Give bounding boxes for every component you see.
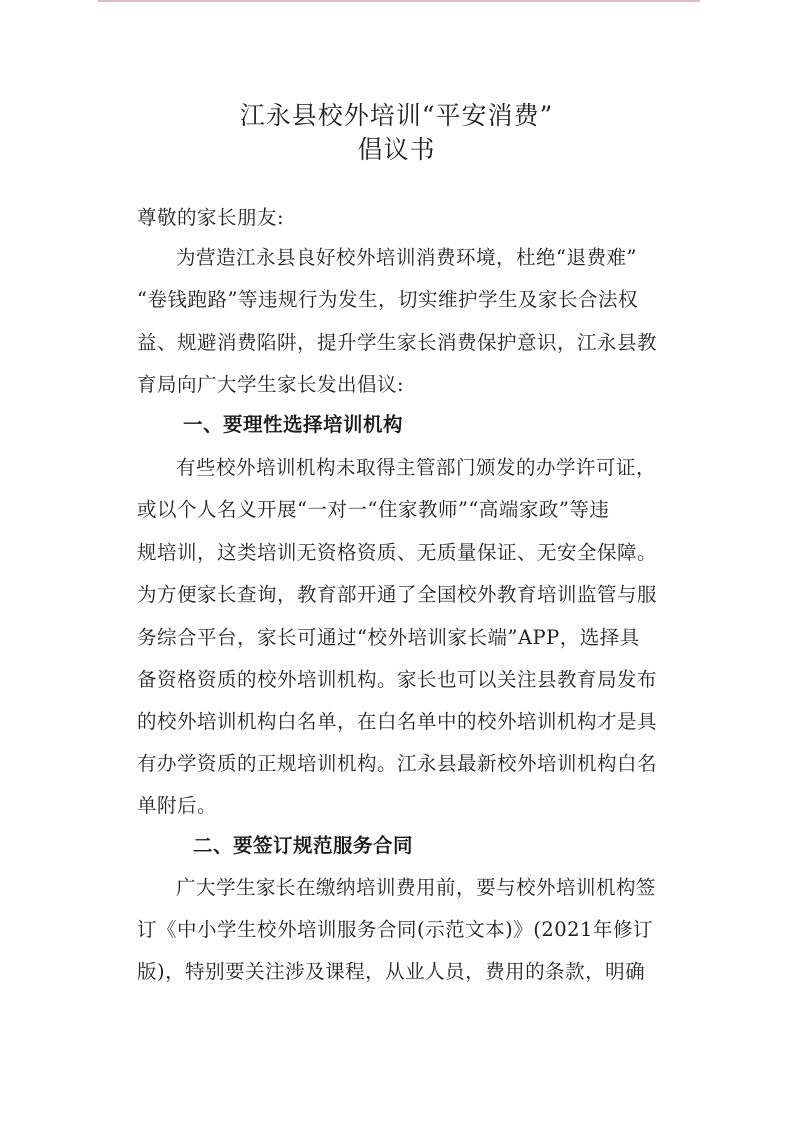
intro-line: 益、规避消费陷阱，提升学生家长消费保护意识，江永县教 <box>137 331 658 354</box>
body-line: 有些校外培训机构未取得主管部门颁发的办学许可证， <box>176 456 657 479</box>
body-line: 务综合平台，家长可通过“校外培训家长端”APP，选择具 <box>137 626 640 649</box>
body-line: 规培训，这类培训无资格资质、无质量保证、无安全保障。 <box>137 541 658 564</box>
section-heading: 二、要签订规范服务合同 <box>193 834 414 857</box>
body-line: 或以个人名义开展“一对一“住家教师”“高端家政”等违 <box>137 498 610 521</box>
document-title: 江永县校外培训“平安消费” <box>239 101 554 130</box>
body-line: 单附后。 <box>137 794 218 817</box>
salutation: 尊敬的家长朋友: <box>137 206 285 229</box>
top-edge-mark <box>98 0 700 2</box>
document-subtitle: 倡议书 <box>357 135 436 164</box>
body-line: 版)，特别要关注涉及课程，从业人员，费用的条款，明确 <box>137 960 646 983</box>
intro-line: 为营造江永县良好校外培训消费环境，杜绝“退费难” <box>176 246 637 269</box>
body-line: 为方便家长查询，教育部开通了全国校外教育培训监管与服 <box>137 583 658 606</box>
intro-line: 育局向广大学生家长发出倡议: <box>137 373 405 396</box>
section-heading: 一、要理性选择培训机构 <box>183 413 404 436</box>
body-line: 有办学资质的正规培训机构。江永县最新校外培训机构白名 <box>137 752 658 775</box>
intro-line: “卷钱跑路”等违规行为发生，切实维护学生及家长合法权 <box>137 288 638 311</box>
body-line: 广大学生家长在缴纳培训费用前，要与校外培训机构签 <box>176 876 657 899</box>
body-line: 订《中小学生校外培训服务合同(示范文本)》(2021年修订 <box>137 918 653 941</box>
body-line: 的校外培训机构白名单，在白名单中的校外培训机构才是具 <box>137 710 658 733</box>
body-line: 备资格资质的校外培训机构。家长也可以关注县教育局发布 <box>137 668 658 691</box>
